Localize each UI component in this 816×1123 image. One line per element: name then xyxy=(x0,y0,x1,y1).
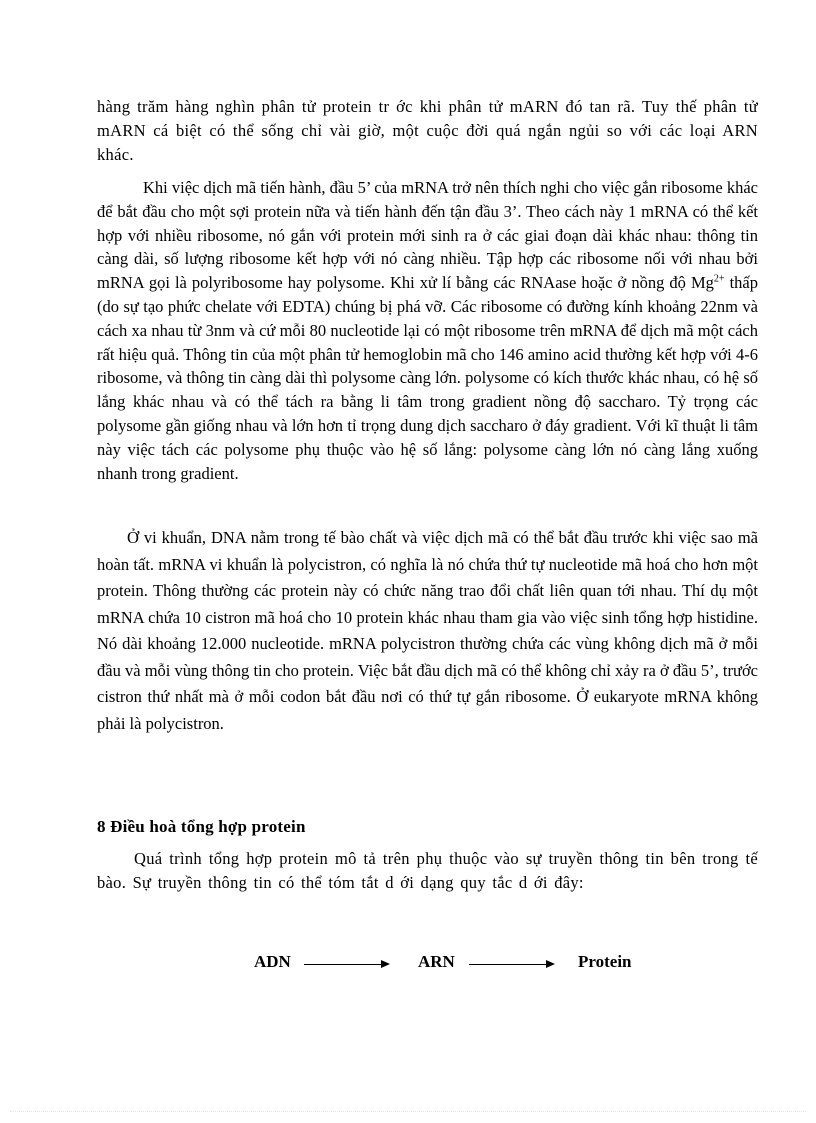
paragraph-information-flow: Quá trình tổng hợp protein mô tả trên phụ thuộc vào sự truyền thông tin bên trong tế bào. Sự truyền thông tin có thể tóm tắt d ới dạng quy tắc d ới đây: xyxy=(97,849,758,892)
central-dogma-diagram xyxy=(0,952,816,978)
arrow-right-icon xyxy=(469,964,553,965)
paragraph-polysome-part-b: thấp (do sự tạo phức chelate với EDTA) chúng bị phá vỡ. Các ribosome có đường kính khoảng 22nm và cách xa nhau từ 3nm và cứ mỗi 80 nucleotide lại có một ribosome trên mRNA để dịch mã một cách rất hiệu quả. Thông tin của một phân tử hemoglobin mã cho 146 amino acid thường kết hợp với 4-6 ribosome, và thông tin càng dài thì polysome càng lớn. polysome có kích thước khác nhau, có hệ số lắng khác nhau và có thể tách ra bằng li tâm trong gradient nồng độ saccharo. Tỷ trọng các polysome gần giống nhau và lớn hơn tỉ trọng dung dịch saccharo ở đáy gradient. Với kĩ thuật li tâm này việc tách các polysome phụ thuộc vào hệ số lắng: polysome càng lớn nó càng lắng xuống nhanh trong gradient. xyxy=(97,273,758,483)
paragraph-mrna-lifetime: hàng trăm hàng nghìn phân tử protein tr ớc khi phân tử mARN đó tan rã. Tuy thế phân tử mARN cá biệt có thể sống chỉ vài giờ, một cuộc đời quá ngắn ngủi so với các loại ARN khác. xyxy=(97,97,758,164)
section-heading: 8 Điều hoà tổng hợp protein xyxy=(97,817,306,836)
arrow-right-icon xyxy=(304,964,388,965)
flow-step-protein: Protein xyxy=(578,952,632,971)
flow-step-adn: ADN xyxy=(254,952,291,971)
page-bottom-divider xyxy=(10,1111,806,1112)
paragraph-polysome-part-a: Khi việc dịch mã tiến hành, đầu 5’ của mRNA trở nên thích nghi cho việc gắn ribosome khác để bắt đầu cho một sợi protein nữa và tiến hành đến tận đầu 3’. Theo cách này 1 mRNA có thể kết hợp với nhiều ribosome, nó gắn với protein mới sinh ra ở các giai đoạn dài khác nhau: thông tin càng dài, số lượng ribosome kết hợp với nó càng nhiều. Tập hợp các ribosome nối với nhau bởi mRNA gọi là polyribosome hay polysome. Khi xử lí bằng các RNAase hoặc ở nồng độ Mg xyxy=(97,178,758,293)
paragraph-polysome xyxy=(97,176,758,485)
paragraph-bacteria-polycistron: Ở vi khuẩn, DNA nằm trong tế bào chất và việc dịch mã có thể bắt đầu trước khi việc sao mã hoàn tất. mRNA vi khuẩn là polycistron, có nghĩa là nó chứa thứ tự nucleotide mã hoá cho hơn một protein. Thông thường các protein này có chức năng trao đổi chất liên quan tới nhau. Thí dụ một mRNA chứa 10 cistron mã hoá cho 10 protein khác nhau tham gia vào việc sinh tổng hợp histidine. Nó dài khoảng 12.000 nucleotide. mRNA polycistron thường chứa các vùng không dịch mã ở mỗi đầu và mỗi vùng thông tin cho protein. Việc bắt đầu dịch mã có thể không chỉ xảy ra ở đầu 5’, trước cistron thứ nhất mà ở mỗi codon bắt đầu nơi có thứ tự gắn ribosome. Ở eukaryote mRNA không phải là polycistron. xyxy=(97,528,758,733)
superscript-charge: 2+ xyxy=(713,273,725,285)
flow-step-arn: ARN xyxy=(418,952,455,971)
